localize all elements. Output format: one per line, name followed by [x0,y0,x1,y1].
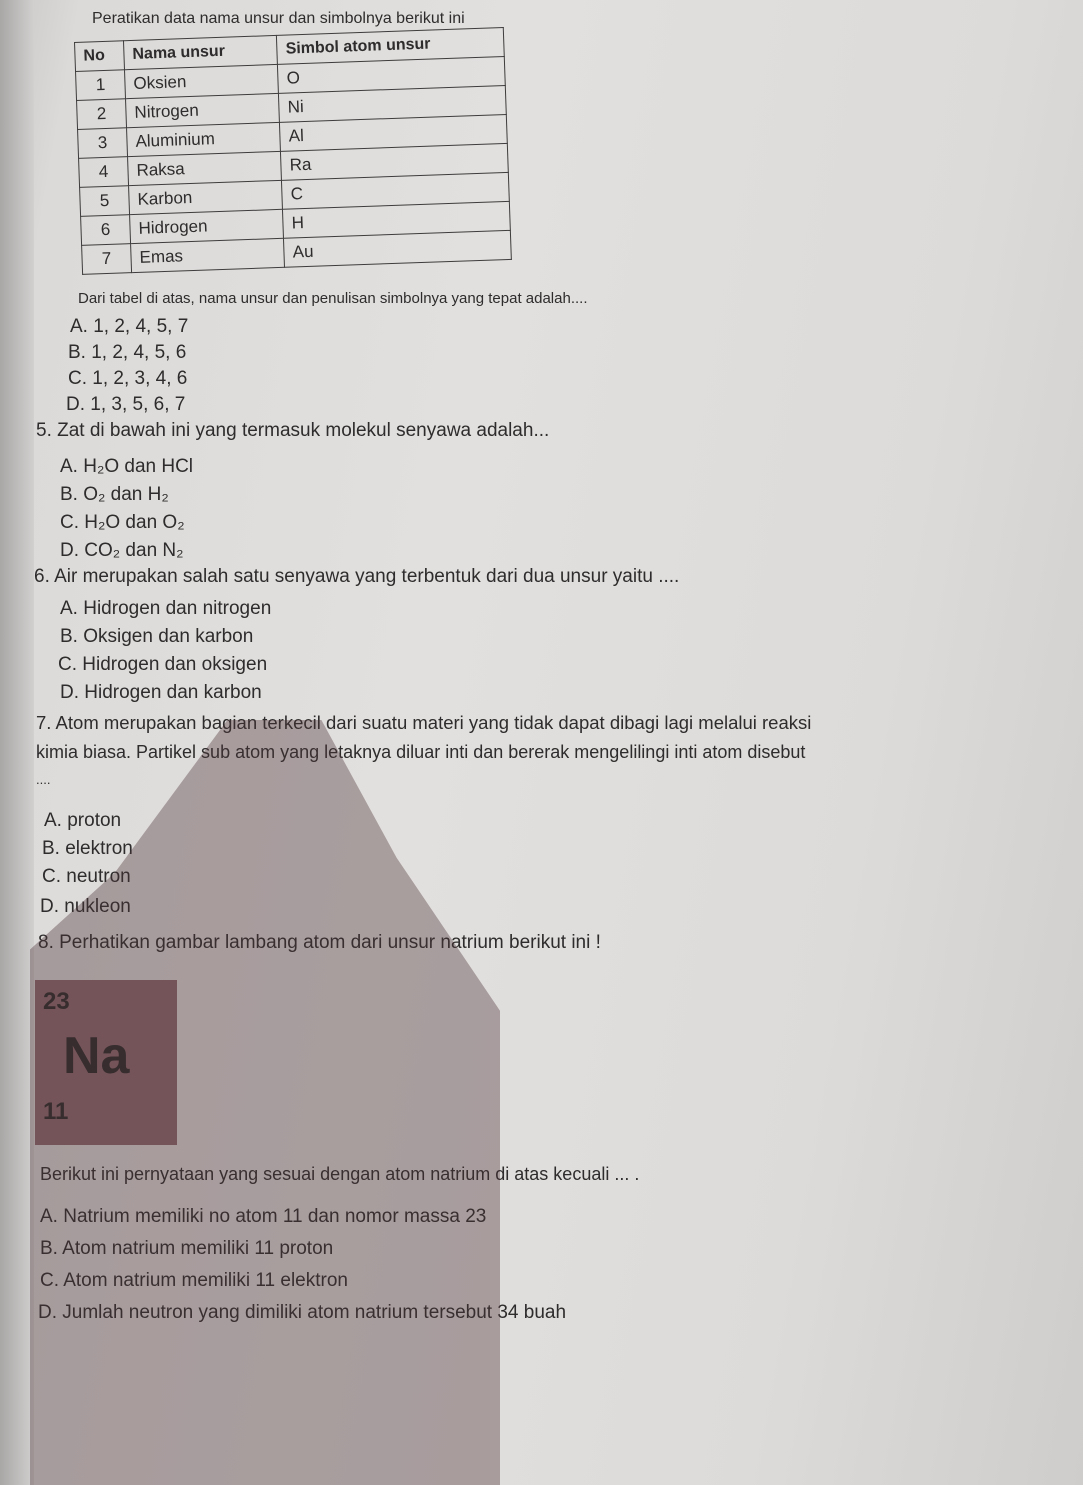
row-symbol: O [278,56,506,93]
q8-question: 8. Perhatikan gambar lambang atom dari unsur natrium berikut ini ! [38,932,601,953]
row-symbol: Ra [281,143,509,180]
page-edge [0,0,34,1485]
q5-option-c: C. H₂O dan O₂ [60,512,185,533]
intro-text: Peratikan data nama unsur dan simbolnya berikut ini [92,10,465,27]
q5-option-a: A. H₂O dan HCl [60,456,194,477]
row-no: 7 [82,244,132,275]
q6-option-a: A. Hidrogen dan nitrogen [60,598,272,619]
header-no: No [75,41,125,72]
q7-option-b: B. elektron [42,838,133,859]
row-name: Karbon [129,180,283,214]
row-no: 5 [80,186,130,217]
q7-option-a: A. proton [44,810,122,831]
header-name: Nama unsur [123,35,277,69]
row-symbol: H [283,201,511,238]
q4-option-d: D. 1, 3, 5, 6, 7 [66,394,186,415]
q4-option-b: B. 1, 2, 4, 5, 6 [68,342,187,363]
row-symbol: Ni [279,85,507,122]
row-name: Oksien [124,64,278,98]
q6-option-d: D. Hidrogen dan karbon [60,682,262,703]
q6-option-b: B. Oksigen dan karbon [60,626,254,647]
q8-option-a: A. Natrium memiliki no atom 11 dan nomor massa 23 [40,1206,487,1227]
row-name: Hidrogen [130,209,284,243]
row-symbol: Al [280,114,508,151]
q7-question-line3: .... [36,772,51,787]
row-no: 2 [77,99,127,130]
q4-option-a: A. 1, 2, 4, 5, 7 [70,316,189,337]
row-name: Emas [131,238,285,272]
row-name: Nitrogen [126,93,280,127]
row-symbol: C [282,172,510,209]
q7-question-line1: 7. Atom merupakan bagian terkecil dari suatu materi yang tidak dapat dibagi lagi melalui reaksi [36,712,812,733]
header-symbol: Simbol atom unsur [277,28,505,65]
q7-question-line2: kimia biasa. Partikel sub atom yang letaknya diluar inti dan bererak mengelilingi inti atom disebut [36,742,806,762]
mass-number: 23 [43,988,70,1015]
element-table [74,27,512,275]
q8-option-c: C. Atom natrium memiliki 11 elektron [40,1270,348,1291]
q8-option-b: B. Atom natrium memiliki 11 proton [40,1238,334,1259]
q5-question: 5. Zat di bawah ini yang termasuk molekul senyawa adalah... [36,420,550,441]
q6-option-c: C. Hidrogen dan oksigen [58,654,268,675]
q7-option-c: C. neutron [42,866,131,887]
element-symbol: Na [63,1027,130,1085]
q8-statement: Berikut ini pernyataan yang sesuai dengan atom natrium di atas kecuali ... . [40,1164,640,1184]
row-no: 4 [79,157,129,188]
row-no: 1 [76,70,126,101]
q5-option-b: B. O₂ dan H₂ [60,484,169,505]
q6-question: 6. Air merupakan salah satu senyawa yang terbentuk dari dua unsur yaitu .... [34,566,680,587]
row-symbol: Au [284,230,512,267]
row-no: 3 [78,128,128,159]
row-name: Aluminium [127,122,281,156]
row-no: 6 [81,215,131,246]
row-name: Raksa [128,151,282,185]
q4-question: Dari tabel di atas, nama unsur dan penulisan simbolnya yang tepat adalah.... [78,290,588,307]
q5-option-d: D. CO₂ dan N₂ [60,540,184,561]
atomic-number: 11 [43,1098,69,1125]
q8-option-d: D. Jumlah neutron yang dimiliki atom natrium tersebut 34 buah [38,1302,567,1323]
q4-option-c: C. 1, 2, 3, 4, 6 [68,368,188,389]
q7-option-d: D. nukleon [40,896,131,917]
